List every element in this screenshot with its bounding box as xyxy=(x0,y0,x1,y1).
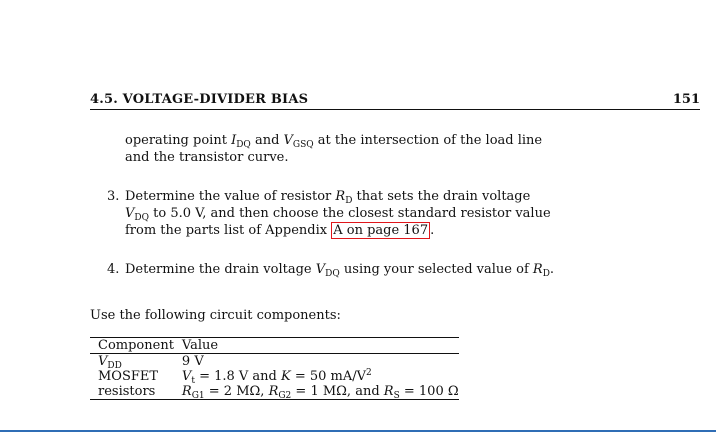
list-number: 4. xyxy=(107,262,120,277)
table-row xyxy=(90,384,459,400)
list-item-text: Determine the drain voltage $V_{DQ}$ using your selected value of $R_D$. xyxy=(125,262,555,279)
appendix-link[interactable]: A on page 167 xyxy=(333,223,429,238)
components-table xyxy=(90,337,459,400)
header-component: Component xyxy=(90,338,174,354)
component-cell: MOSFET xyxy=(98,369,159,384)
viewer-edge-line xyxy=(0,430,716,432)
component-cell: resistors xyxy=(98,384,156,399)
component-cell: $V_{DD}$ xyxy=(98,354,122,371)
page-number: 151 xyxy=(672,92,700,107)
value-cell: 9 V xyxy=(181,354,204,369)
header-rule xyxy=(90,109,700,110)
continuation-paragraph: operating point $I_{DQ}$ and $V_{GSQ}$ at the intersection of the load line and the transistor curve. xyxy=(125,133,543,165)
table-header-row xyxy=(90,338,459,354)
table-row xyxy=(90,354,459,370)
section-title: 4.5. VOLTAGE-DIVIDER BIAS xyxy=(90,92,309,107)
list-number: 3. xyxy=(107,189,120,204)
table-row xyxy=(90,369,459,384)
components-intro: Use the following circuit components: xyxy=(90,308,341,323)
header-value: Value xyxy=(174,338,459,354)
list-item-text: Determine the value of resistor $R_D$ that sets the drain voltage $V_{DQ}$ to 5.0 V, and then choose the closest standard resistor value from the parts list of Appendix A on page 167 . xyxy=(125,189,551,238)
value-cell: $R_{G1} = 2$ MΩ, $R_{G2} = 1$ MΩ, and $R_S = 100$ Ω xyxy=(181,384,459,401)
value-cell: $V_t = 1.8$ V and K = 50 $mA/V^2$ xyxy=(181,368,372,386)
